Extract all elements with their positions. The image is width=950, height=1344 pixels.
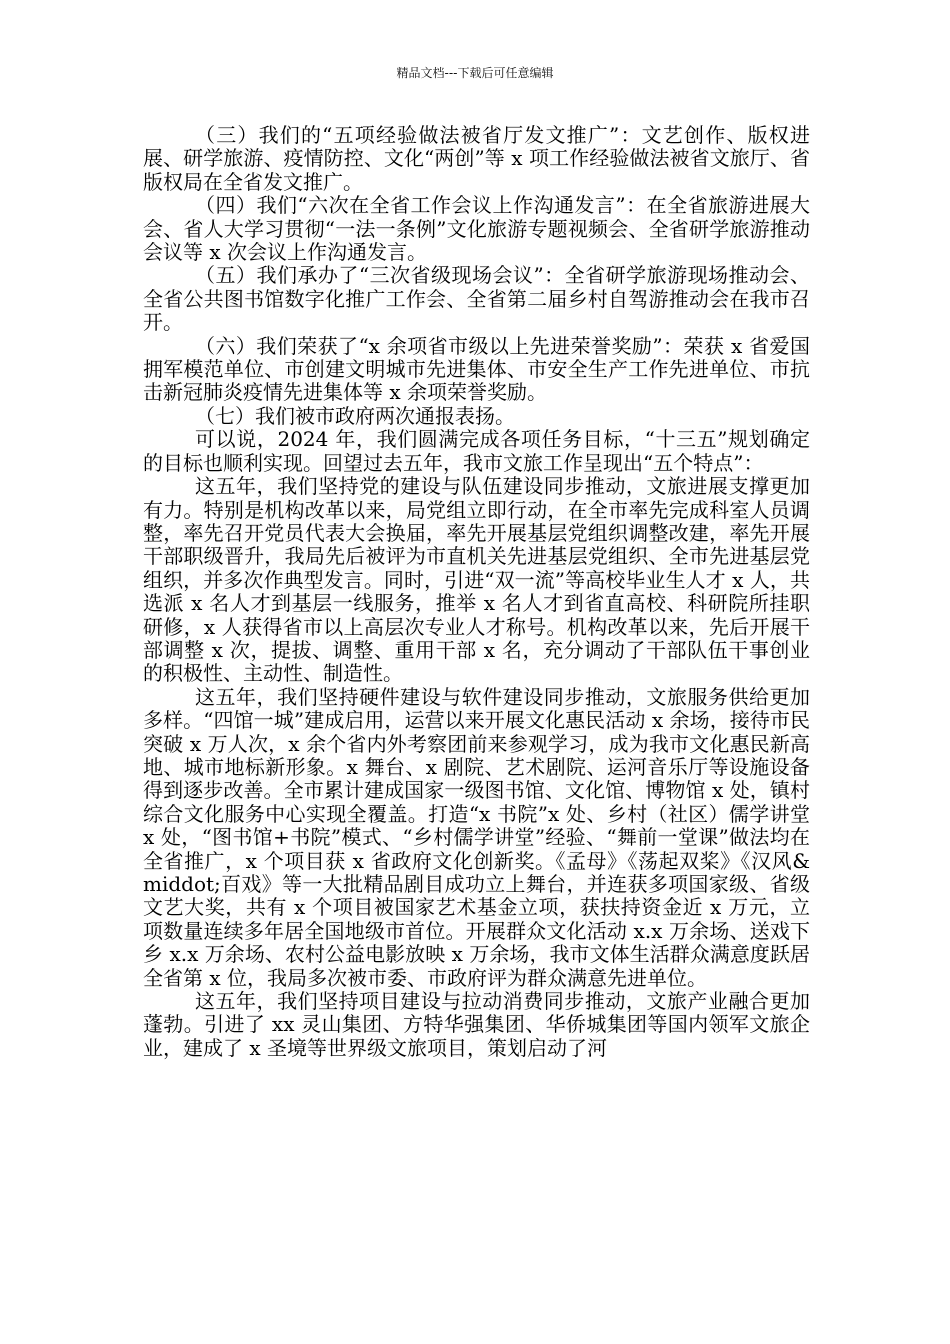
page-header: 精品文档---下载后可任意编辑 [396,66,554,80]
paragraph-feature-party-building: 这五年，我们坚持党的建设与队伍建设同步推动，文旅进展支撑更加有力。特别是机构改革以来，局党组立即行动，在全市率先完成科室人员调整，率先召开党员代表大会换届，率先开展基层党组织调整改建，率先开展干部职级晋升，我局先后被评为市直机关先进基层党组织、全市先进基层党组织，并多次作典型发言。同时，引进“双一流”等高校毕业生人才 x 人，共选派 x 名人才到基层一线服务，推举 x 名人才到省直高校、科研院所挂职研修，x 人获得省市以上高层次专业人才称号。机构改革以来，先后开展干部调整 x 次，提拔、调整、重用干部 x 名，充分调动了干部队伍干事创业的积极性、主动性、制造性。 [143,474,810,686]
document-body [143,124,810,1060]
paragraph-item-6: （六）我们荣获了“x 余项省市级以上先进荣誉奖励”：荣获 x 省爱国拥军模范单位、市创建文明城市先进集体、市安全生产工作先进单位、市抗击新冠肺炎疫情先进集体等 x 余项荣誉奖励。 [143,333,810,405]
paragraph-item-4: （四）我们“六次在全省工作会议上作沟通发言”：在全省旅游进展大会、省人大学习贯彻“一法一条例”文化旅游专题视频会、全省研学旅游推动会议等 x 次会议上作沟通发言。 [143,193,810,265]
paragraph-item-7: （七）我们被市政府两次通报表扬。 [195,403,515,428]
paragraph-feature-services: 这五年，我们坚持硬件建设与软件建设同步推动，文旅服务供给更加多样。“四馆一城”建成启用，运营以来开展文化惠民活动 x 余场，接待市民突破 x 万人次，x 余个省内外考察团前来参观学习，成为我市文化惠民新高地、城市地标新形象。x 舞台、x 剧院、艺术剧院、运河音乐厅等设施设备得到逐步改善。全市累计建成国家一级图书馆、文化馆、博物馆 x 处，镇村综合文化服务中心实现全覆盖。打造“x 书院”x 处、乡村（社区）儒学讲堂 x 处，“图书馆+书院”模式、“乡村儒学讲堂”经验、“舞前一堂课”做法均在全省推广，x 个项目获 x 省政府文化创新奖。《孟母》《荡起双桨》《汉风&middot;百戏》等一大批精品剧目成功立上舞台，并连获多项国家级、省级文艺大奖，共有 x 个项目被国家艺术基金立项，获扶持资金近 x 万元，立项数量连续多年居全国地级市首位。开展群众文化活动 x.x 万余场、送戏下乡 x.x 万余场、农村公益电影放映 x 万余场，我市文体生活群众满意度跃居全省第 x 位，我局多次被市委、市政府评为群众满意先进单位。 [143,684,810,990]
paragraph-item-3: （三）我们的“五项经验做法被省厅发文推广”：文艺创作、版权进展、研学旅游、疫情防控、文化“两创”等 x 项工作经验做法被省文旅厅、省版权局在全省发文推广。 [143,123,810,194]
paragraph-item-5: （五）我们承办了“三次省级现场会议”：全省研学旅游现场推动会、全省公共图书馆数字化推广工作会、全省第二届乡村自驾游推动会在我市召开。 [143,263,810,335]
paragraph-summary: 可以说，2024 年，我们圆满完成各项任务目标，“十三五”规划确定的目标也顺利实现。回望过去五年，我市文旅工作呈现出“五个特点”： [143,427,810,475]
paragraph-feature-industry: 这五年，我们坚持项目建设与拉动消费同步推动，文旅产业融合更加蓬勃。引进了 xx 灵山集团、方特华强集团、华侨城集团等国内领军文旅企业，建成了 x 圣境等世界级文旅项目，策划启动了河 [143,989,810,1060]
